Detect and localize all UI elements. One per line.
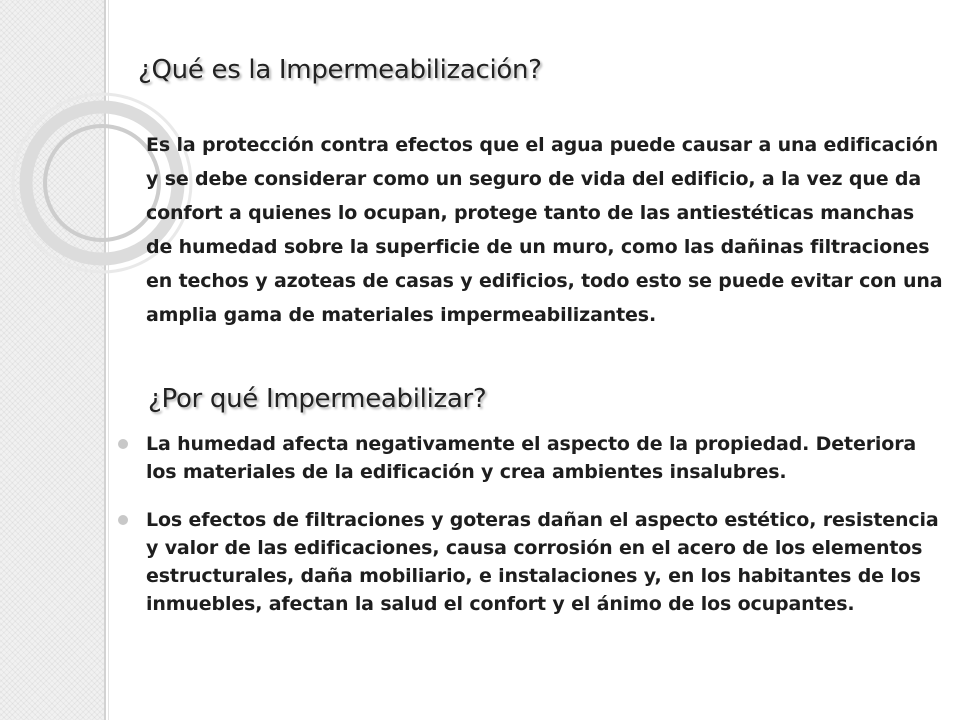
bullet-text: La humedad afecta negativamente el aspecto de la propiedad. Deteriora los materiales de la edificación y crea ambientes insalubres.	[146, 433, 917, 483]
intro-paragraph: Es la protección contra efectos que el agua puede causar a una edificación y se debe considerar como un seguro de vida del edificio, a la vez que da confort a quienes lo ocupan, protege tanto de las antiestéticas manchas de humedad sobre la superficie de un muro, como las dañinas filtraciones en techos y azoteas de casas y edificios, todo esto se puede evitar con una amplia gama de materiales impermeabilizantes.	[146, 134, 943, 326]
bullet-item	[118, 506, 948, 618]
bullet-item	[118, 430, 948, 486]
section-title-why: ¿Por qué Impermeabilizar?	[148, 384, 487, 414]
bullet-dot-icon	[118, 439, 128, 449]
section-title-what-is: ¿Qué es la Impermeabilización?	[138, 55, 542, 85]
bullet-text: Los efectos de filtraciones y goteras dañan el aspecto estético, resistencia y valor de las edificaciones, causa corrosión en el acero de los elementos estructurales, daña mobiliario, e instalaciones y, en los habitantes de los inmuebles, afectan la salud el confort y el ánimo de los ocupantes.	[146, 509, 939, 615]
bullet-list	[118, 430, 948, 638]
bullet-dot-icon	[118, 515, 128, 525]
